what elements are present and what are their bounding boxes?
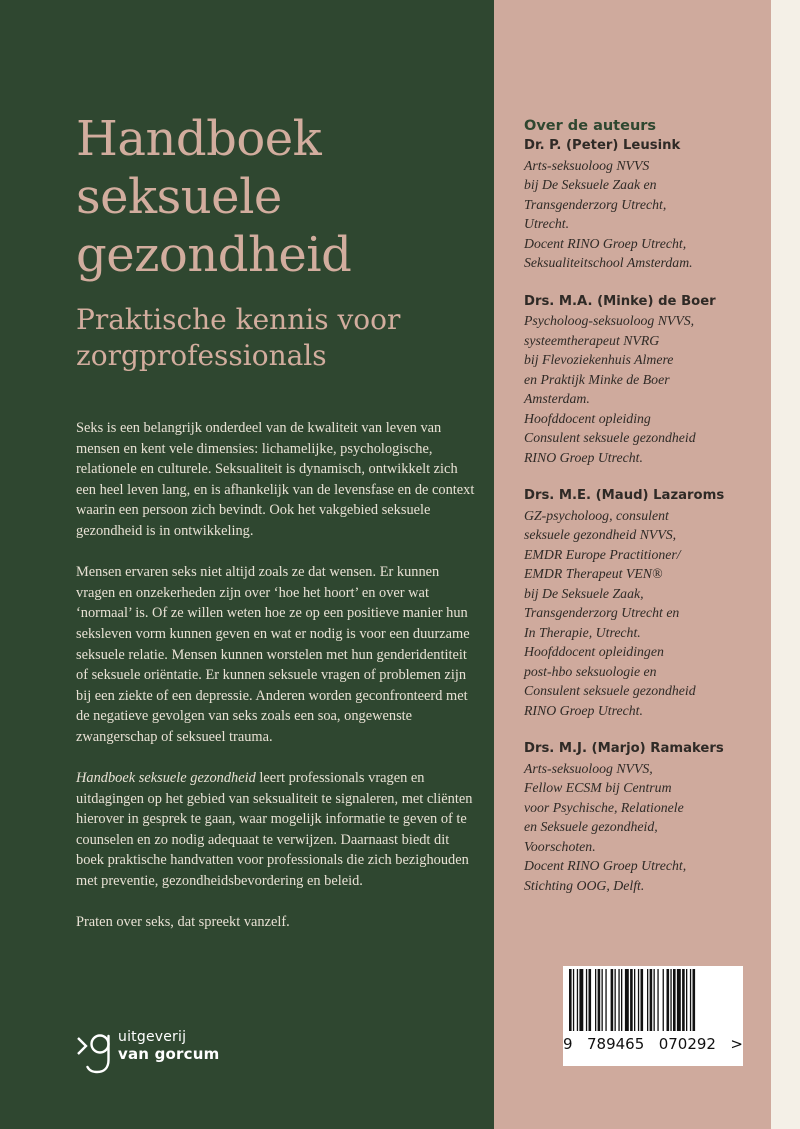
- blurb-paragraph-rest: leert professionals vragen en uitdagingen op het gebied van seksualiteit te signaleren, met cliënten hierover in gesprek te gaan, waar mogelijk informatie te geven of te counselen en zo nodig adequaat te verwijzen. Daarnaast biedt dit boek praktische handvatten voor professionals die zich bezighouden met preventie, gezondheidsbevordering en beleid.: [76, 770, 473, 890]
- barcode-bar: [605, 969, 606, 1031]
- barcode-bar: [625, 969, 629, 1031]
- barcode-bar: [615, 969, 616, 1031]
- bio-line: Docent RINO Groep Utrecht,: [524, 858, 687, 873]
- publisher-name-line2: van gorcum: [118, 1045, 220, 1063]
- barcode-bar: [589, 969, 592, 1031]
- bio-line: systeemtherapeut NVRG: [524, 332, 660, 348]
- barcode-bar: [577, 969, 578, 1031]
- bio-line: Utrecht.: [524, 216, 570, 231]
- bio-line: bij De Seksuele Zaak en: [524, 177, 657, 192]
- author-name: Drs. M.A. (Minke) de Boer: [524, 293, 716, 309]
- barcode-bar: [621, 969, 622, 1031]
- author-entry: [524, 739, 764, 895]
- bio-line: EMDR Europe Practitioner/: [524, 546, 681, 562]
- barcode-bar: [663, 969, 664, 1031]
- bio-line: Amsterdam.: [524, 391, 590, 406]
- bio-line: Arts-seksuoloog NVVS: [524, 157, 650, 173]
- blurb-text: [76, 418, 476, 953]
- author-bio: [524, 506, 764, 721]
- bio-line: Voorschoten.: [524, 838, 596, 854]
- bio-line: Arts-seksuoloog NVVS,: [524, 760, 653, 776]
- isbn-digit-group: >: [730, 1035, 743, 1053]
- blurb-closing: Praten over seks, dat spreekt vanzelf.: [76, 914, 290, 931]
- blurb-paragraph: Seks is een belangrijk onderdeel van de kwaliteit van leven van mensen en kent vele dimensies: lichamelijke, psychologische, relationele en culturele. Seksualiteit is dynamisch, ontwikkelt zich een heel leven lang, en is afhankelijk van de levensfase en de context waarin een persoon zich bevindt. Ook het vakgebied seksuele gezondheid is in ontwikkeling.: [76, 420, 475, 539]
- barcode-bar: [686, 969, 687, 1031]
- bio-line: bij Flevoziekenhuis Almere: [524, 352, 674, 367]
- title-line: Handboek: [76, 111, 322, 167]
- bio-line: Consulent seksuele gezondheid: [524, 430, 696, 445]
- author-entry: [524, 486, 764, 720]
- bio-line: EMDR Therapeut VEN®: [524, 566, 663, 581]
- bio-line: RINO Groep Utrecht.: [524, 702, 643, 718]
- bio-line: Consulent seksuele gezondheid: [524, 683, 696, 698]
- bio-line: Hoofddocent opleidingen: [524, 644, 664, 659]
- bio-line: en Seksuele gezondheid,: [524, 819, 658, 834]
- barcode-bar: [641, 969, 644, 1031]
- isbn-digit-group: 789465: [586, 1035, 645, 1053]
- barcode-bar: [693, 969, 696, 1031]
- bio-line: voor Psychische, Relationele: [524, 799, 684, 815]
- barcode-bar: [673, 969, 676, 1031]
- barcode-bar: [670, 969, 671, 1031]
- barcode-bar: [667, 969, 670, 1031]
- barcode-bar: [682, 969, 685, 1031]
- bio-line: Fellow ECSM bij Centrum: [524, 780, 672, 795]
- author-name: Drs. M.E. (Maud) Lazaroms: [524, 488, 725, 503]
- bio-line: Hoofddocent opleiding: [524, 410, 651, 426]
- bio-line: Seksualiteitschool Amsterdam.: [524, 255, 693, 270]
- subtitle-line: Praktische kennis voor: [76, 303, 401, 336]
- bio-line: GZ-psycholoog, consulent: [524, 507, 669, 523]
- bio-line: post-hbo seksuologie en: [524, 663, 657, 679]
- isbn-digit-group: 070292: [658, 1035, 716, 1053]
- barcode-bar: [611, 969, 614, 1031]
- barcode-bar: [586, 969, 587, 1031]
- barcode-bar: [569, 969, 572, 1031]
- barcode-bar: [598, 969, 601, 1031]
- barcode-bar: [638, 969, 639, 1031]
- author-entry: [524, 292, 764, 468]
- publisher-name-line1: uitgeverij: [118, 1029, 187, 1045]
- bio-line: In Therapie, Utrecht.: [524, 624, 641, 640]
- bio-line: Transgenderzorg Utrecht en: [524, 605, 680, 620]
- title-line: seksuele: [76, 169, 282, 225]
- blurb-paragraph: [76, 768, 476, 892]
- barcode-bar: [573, 969, 574, 1031]
- isbn-number: [563, 1034, 743, 1054]
- bio-line: RINO Groep Utrecht.: [524, 449, 643, 465]
- isbn-barcode: [563, 966, 743, 1066]
- bio-line: Docent RINO Groep Utrecht,: [524, 235, 687, 251]
- bio-line: Psycholoog-seksuoloog NVVS,: [524, 313, 695, 328]
- authors-section: [524, 116, 764, 914]
- bio-line: bij De Seksuele Zaak,: [524, 585, 644, 601]
- bio-line: en Praktijk Minke de Boer: [524, 371, 670, 387]
- title-line: gezondheid: [76, 227, 352, 283]
- barcode-icon: [567, 969, 739, 1031]
- book-subtitle: [76, 302, 486, 374]
- barcode-bar: [634, 969, 635, 1031]
- authors-heading: Over de auteurs: [524, 118, 657, 134]
- subtitle-line: zorgprofessionals: [76, 339, 327, 372]
- barcode-bar: [690, 969, 691, 1031]
- isbn-digit-group: 9: [563, 1035, 573, 1053]
- author-name: Drs. M.J. (Marjo) Ramakers: [524, 741, 724, 756]
- barcode-bar: [602, 969, 603, 1031]
- publisher-logo: [76, 1018, 219, 1074]
- barcode-bar: [647, 969, 648, 1031]
- author-bio: [524, 311, 764, 467]
- bio-line: Stichting OOG, Delft.: [524, 877, 645, 893]
- barcode-bar: [618, 969, 619, 1031]
- author-entry: [524, 136, 764, 273]
- bio-line: Transgenderzorg Utrecht,: [524, 196, 667, 212]
- page-margin: [771, 0, 800, 1129]
- barcode-bar: [579, 969, 583, 1031]
- barcode-bar: [654, 969, 655, 1031]
- author-bio: [524, 156, 764, 273]
- bio-line: seksuele gezondheid NVVS,: [524, 527, 677, 542]
- barcode-bar: [657, 969, 658, 1031]
- author-name: Dr. P. (Peter) Leusink: [524, 138, 681, 153]
- barcode-bar: [630, 969, 633, 1031]
- author-bio: [524, 759, 764, 896]
- book-title: [76, 110, 476, 284]
- barcode-bar: [677, 969, 681, 1031]
- barcode-bar: [595, 969, 596, 1031]
- vg-logo-icon: [76, 1018, 112, 1074]
- blurb-book-title: Handboek seksuele gezondheid: [76, 770, 256, 787]
- barcode-bar: [650, 969, 653, 1031]
- blurb-paragraph: Mensen ervaren seks niet altijd zoals ze dat wensen. Er kunnen vragen en onzekerheden zijn over ‘hoe het hoort’ en over wat ‘normaal’ is. Of ze willen weten hoe ze op een positieve manier hun seksleven vorm kunnen geven en wat er nodig is voor een duurzame seksuele relatie. Mensen kunnen worstelen met hun genderidentiteit of seksuele oriëntatie. Er kunnen seksuele vragen of problemen zijn bij een ziekte of een depressie. Anderen worden geconfronteerd met de negatieve gevolgen van seks zoals een soa, ongewenste zwangerschap of seksueel trauma.: [76, 564, 470, 745]
